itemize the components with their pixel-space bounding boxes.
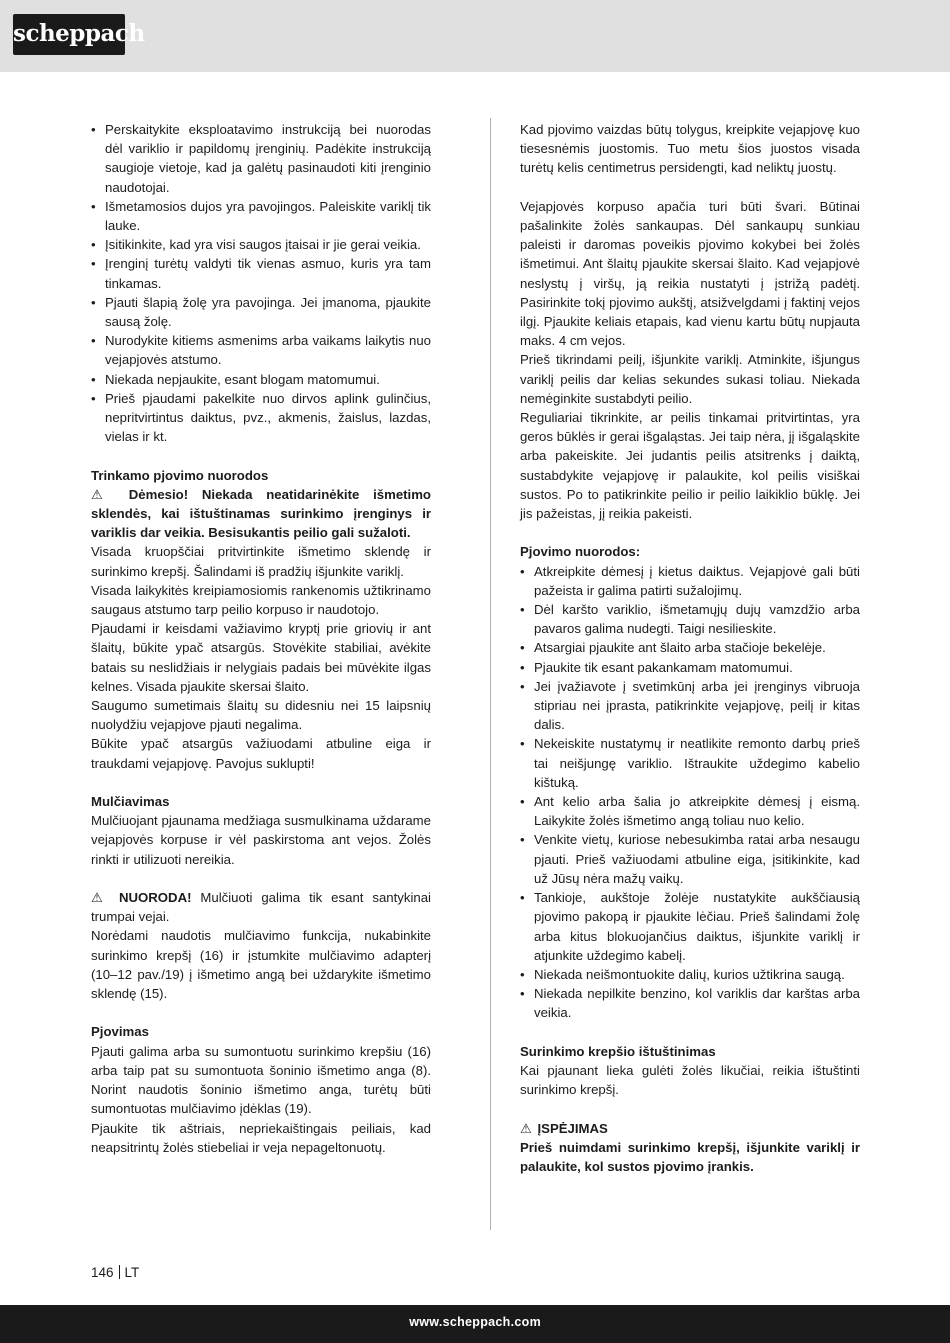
warning-icon: ⚠	[91, 486, 113, 502]
paragraph: Norėdami naudotis mulčiavimo funkcija, nukabinkite surinkimo krepšį (16) ir įstumkite mulčiavimo adapterį (10–12 pav./19) į išmetimo angą bei uždarykite išmetimo sklendę (15).	[91, 928, 431, 1002]
paragraph: Prieš tikrindami peilį, išjunkite variklį. Atminkite, išjungus variklį peilis dar kelias sekundes sukasi toliau. Niekada nemėginkite sustabdyti peilio.	[520, 352, 860, 406]
page-footer	[0, 1305, 950, 1343]
paragraph: Kai pjaunant lieka gulėti žolės likučiai, reikia ištuštinti surinkimo krepšį.	[520, 1062, 860, 1098]
paragraph: Reguliariai tikrinkite, ar peilis tinkamai pritvirtintas, yra geros būklės ir gerai išgaląstas. Jei taip nėra, jį išgaląskite arba pakeiskite. Jei judantis peilis atsitrenks į daiktą, sustabdykite vejapjovę ir palaukite, kol peilis visiškai sustos. Po to patikrinkite peilio ir peilio laikiklio būklę. Jei jis pažeistas, jį reikia pakeisti.	[520, 410, 860, 522]
cutting-heading: Pjovimas	[91, 1024, 149, 1040]
warning-icon: ⚠	[91, 890, 109, 906]
paragraph: Pjaukite tik aštriais, nepriekaištingais peiliais, kad neapsitrintų žolės stiebeliai ir veja nepageltonuotų.	[91, 1120, 431, 1155]
column-divider	[490, 118, 491, 1230]
list-item: • Nekeiskite nustatymų ir neatlikite remonto darbų prieš tai neišjungę variklio. Ištraukite uždegimo kabelio kištuką.	[520, 734, 860, 792]
trim-heading: Trinkamo pjovimo nuorodos	[91, 467, 269, 483]
page-header	[0, 0, 950, 72]
paragraph: Būkite ypač atsargūs važiuodami atbuline eiga ir traukdami vejapjovę. Pavojus suklupti!	[91, 736, 431, 771]
mulch-heading: Mulčiavimas	[91, 794, 170, 810]
list-item: • Įsitikinkite, kad yra visi saugos įtaisai ir jie gerai veikia.	[91, 235, 431, 254]
list-item: • Įrenginį turėtų valdyti tik vienas asmuo, kuris yra tam tinkamas.	[91, 254, 431, 292]
safety-bullet-list	[91, 120, 431, 446]
page-number	[91, 1265, 139, 1280]
paragraph: Visada laikykitės kreipiamosiomis rankenomis užtikrinamo saugaus atstumo tarp peilio korpuso ir naudotojo.	[91, 582, 431, 618]
list-item: • Jei įvažiavote į svetimkūnį arba jei įrenginys vibruoja stipriau nei įprasta, patikrinkite vejapjovę, peilį ir kitas dalis.	[520, 677, 860, 735]
note-text: Mulčiuoti galima tik esant santykinai trumpai vejai.	[91, 890, 431, 925]
list-item: • Ant kelio arba šalia jo atkreipkite dėmesį į eismą. Laikykite žolės išmetimo angą toliau nuo kelio.	[520, 792, 860, 830]
warning-label: ĮSPĖJIMAS	[537, 1120, 608, 1136]
list-item: • Išmetamosios dujos yra pavojingos. Paleiskite variklį tik lauke.	[91, 197, 431, 235]
list-item: • Niekada nepilkite benzino, kol variklis dar karštas arba veikia.	[520, 984, 860, 1022]
list-item: • Prieš pjaudami pakelkite nuo dirvos aplink gulinčius, nepritvirtintus daiktus, pvz., akmenis, žaislus, lazdas, vielas ir kt.	[91, 389, 431, 447]
paragraph: Pjauti galima arba su sumontuotu surinkimo krepšiu (16) arba taip pat su sumontuota šoninio išmetimo anga (8). Norint naudotis šoninio išmetimo anga, turėtų būti sumontuotas mulčiavimo įdėklas (19).	[91, 1043, 431, 1117]
list-item: • Perskaitykite eksploatavimo instrukciją bei nuorodas dėl variklio ir papildomų įrenginių. Padėkite instrukciją saugioje vietoje, kad ja galėtų pasinaudoti kiti įrenginio naudotojai.	[91, 120, 431, 197]
note-label: NUORODA!	[118, 890, 192, 906]
list-item: • Nurodykite kitiems asmenims arba vaikams laikytis nuo vejapjovės atstumo.	[91, 331, 431, 369]
paragraph: Vejapjovės korpuso apačia turi būti švari. Būtinai pašalinkite žolės sankaupas. Dėl sankaupų sunkiau paleisti ir daromas poveikis pjovimo kokybei bei žolės išmetimui. Ant šlaitų pjaukite skersai šlaito. Kad vejapjovė neslystų į viršų, ją reikia nustatyti į įstrižą padėtį. Pasirinkite tokį pjovimo aukštį, atsižvelgdami į faktinį vejos ilgį. Pjaukite keliais etapais, kad vienu kartu būtų nupjauta maks. 4 cm vejos.	[520, 198, 860, 349]
list-item: • Dėl karšto variklio, išmetamųjų dujų vamzdžio arba pavaros galima nudegti. Taigi nesilieskite.	[520, 600, 860, 638]
list-item: • Pjauti šlapią žolę yra pavojinga. Jei įmanoma, pjaukite sausą žolę.	[91, 293, 431, 331]
paragraph: Saugumo sumetimais šlaitų su didesniu nei 15 laipsnių nuolydžiu vejapjove pjauti negalima.	[91, 698, 431, 733]
trim-warning	[91, 485, 431, 543]
paragraph: Pjaudami ir keisdami važiavimo kryptį prie griovių ir ant šlaitų, būkite ypač atsargūs. Stovėkite stabiliai, avėkite batais su neslidžiais ir nelygiais padais bei mūvėkite ilgas kelnes. Visada pjaukite skersai šlaito.	[91, 621, 431, 694]
list-item: • Atkreipkite dėmesį į kietus daiktus. Vejapjovė gali būti pažeista ir galima patirti sužalojimų.	[520, 562, 860, 600]
empty-basket-heading: Surinkimo krepšio ištuštinimas	[520, 1043, 716, 1059]
warning-icon: ⚠	[520, 1120, 532, 1136]
list-item: • Venkite vietų, kuriose nebesukimba ratai arba nesaugu pjauti. Prieš važiuodami atbuline eiga, įsitikinkite, kad už Jūsų nėra mažų vaikų.	[520, 830, 860, 888]
paragraph: Kad pjovimo vaizdas būtų tolygus, kreipkite vejapjovę kuo tiesesnėmis juostomis. Tuo metu šios juostos visada turėtų kelis centimetrus persidengti, kad neliktų juostų.	[520, 122, 860, 176]
trim-warning-text: Dėmesio! Niekada neatidarinėkite išmetimo sklendės, kai ištuštinamas surinkimo įrenginys ir variklis dar veikia. Besisukantis peilio gali sužaloti.	[91, 486, 431, 541]
brand-logo: scheppach	[13, 14, 125, 55]
list-item: • Niekada nepjaukite, esant blogam matomumui.	[91, 370, 431, 389]
left-column	[91, 120, 431, 1157]
list-item: • Tankioje, aukštoje žolėje nustatykite aukščiausią pjovimo pakopą ir pjaukite lėčiau. Prieš šalindami žolę arba kitus blokuojančius daiktus, išjunkite variklį ir atjunkite uždegimo kabelį.	[520, 888, 860, 965]
right-column	[520, 120, 860, 1176]
page-number-separator	[119, 1265, 120, 1279]
warning-text: Prieš nuimdami surinkimo krepšį, išjunkite variklį ir palaukite, kol sustos pjovimo įrankis.	[520, 1139, 860, 1174]
list-item: • Niekada neišmontuokite dalių, kurios užtikrina saugą.	[520, 965, 860, 984]
page-number-value: 146	[91, 1265, 114, 1280]
list-item: • Atsargiai pjaukite ant šlaito arba stačioje bekelėje.	[520, 638, 860, 657]
cutting-instructions-heading: Pjovimo nuorodos:	[520, 544, 641, 560]
page-language: LT	[124, 1265, 140, 1280]
paragraph: Mulčiuojant pjaunama medžiaga susmulkinama uždarame vejapjovės korpuse ir vėl paskirstoma ant vejos. Žolės rinkti ir utilizuoti nereikia.	[91, 813, 431, 867]
paragraph: Visada kruopščiai pritvirtinkite išmetimo sklendę ir surinkimo krepšį. Šalindami iš pradžių išjunkite variklį.	[91, 544, 431, 579]
warning-heading	[520, 1119, 860, 1138]
list-item: • Pjaukite tik esant pakankamam matomumui.	[520, 658, 860, 677]
mulch-note	[91, 888, 431, 926]
cutting-bullet-list	[520, 562, 860, 1023]
footer-url: www.scheppach.com	[409, 1315, 541, 1329]
